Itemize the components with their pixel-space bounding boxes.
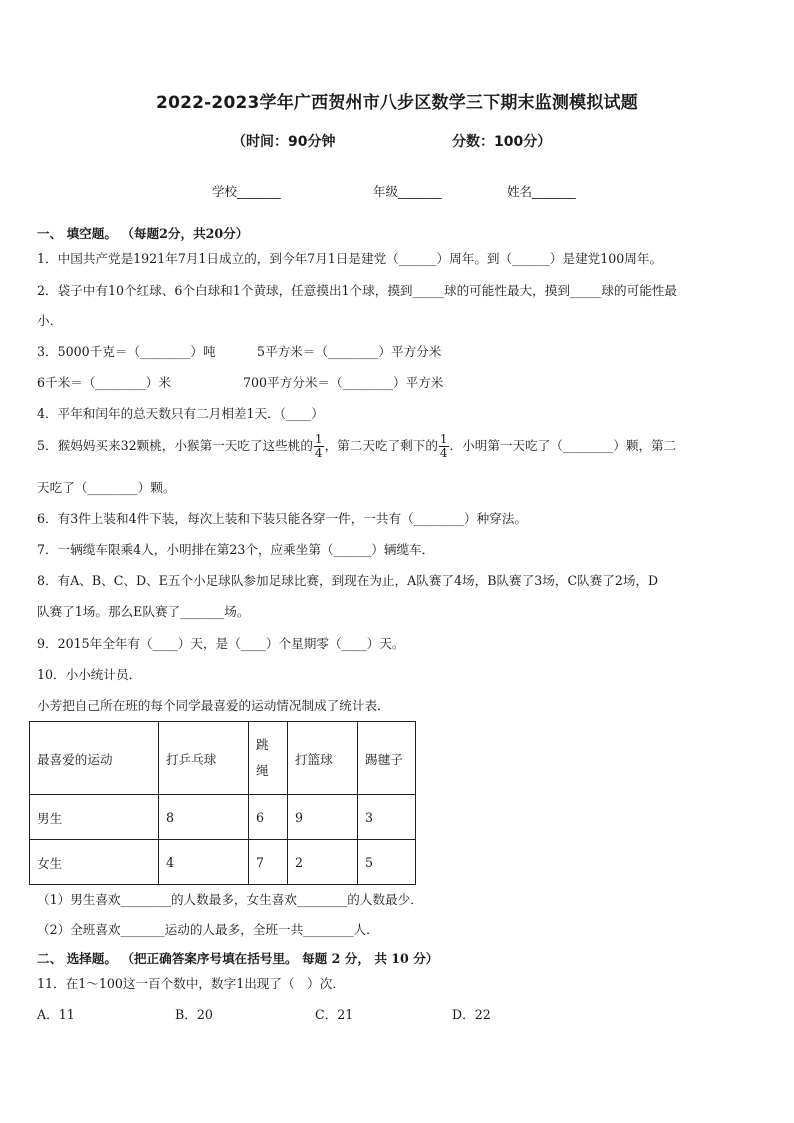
table-cell: 3 [358,795,416,840]
table-header-row [30,722,416,795]
table-cell: 9 [288,795,358,840]
school-field: 学校_______ [212,184,281,199]
question-6: 6．有3件上装和4件下装，每次上装和下装只能各穿一件，一共有（________）种穿法。 [37,511,528,526]
question-1: 1．中国共产党是1921年7月1日成立的，到今年7月1日是建党（______）周年。到（______）是建党100周年。 [37,251,663,266]
option-d: D．22 [452,1007,491,1022]
time-label: （时间：90分钟 [232,134,336,150]
question-3-part-3: 6千米＝（________）米 [37,375,171,390]
grade-field: 年级_______ [373,184,442,199]
question-2-line-1: 2．袋子中有10个红球、6个白球和1个黄球，任意摸出1个球，摸到_____球的可能性最大，摸到_____球的可能性最 [37,283,677,298]
sports-statistics-table [29,721,416,885]
option-c: C．21 [315,1007,354,1022]
page-title: 2022-2023学年广西贺州市八步区数学三下期末监测模拟试题 [156,93,638,113]
question-5-text-3: ．小明第一天吃了（________）颗，第二 [449,438,677,453]
question-10: 10．小小统计员． [37,667,142,682]
name-field: 姓名_______ [507,184,576,199]
section-1-heading: 一、 填空题。 （每题2分，共20分） [37,226,249,241]
table-cell: 8 [159,795,249,840]
table-cell: 7 [249,840,288,885]
question-3-part-1: 3．5000千克＝（________）吨 [37,344,216,359]
fraction-quarter-2 [439,433,449,460]
question-5-line-1 [37,433,676,460]
fraction-denominator: 4 [439,446,448,460]
option-a: A．11 [37,1007,75,1022]
fraction-denominator: 4 [314,446,323,460]
question-8-line-1: 8．有A、B、C、D、E五个小足球队参加足球比赛，到现在为止，A队赛了4场，B队赛了3场，C队赛了2场，D [37,573,659,588]
question-4: 4．平年和闰年的总天数只有二月相差1天．（____） [37,406,324,421]
table-cell: 2 [288,840,358,885]
table-header-cell: 最喜爱的运动 [30,722,159,795]
question-10-part-1: （1）男生喜欢________的人数最多，女生喜欢________的人数最少． [37,892,423,907]
table-cell: 6 [249,795,288,840]
table-header-cell: 打乒乓球 [159,722,249,795]
table-header-cell: 跳 绳 [249,722,288,795]
question-2-line-2: 小． [37,313,63,328]
question-10-part-2: （2）全班喜欢_______运动的人最多，全班一共________人． [37,922,379,937]
table-header-cell: 打篮球 [288,722,358,795]
question-5-line-2: 天吃了（________）颗。 [37,480,176,495]
table-cell: 男生 [30,795,159,840]
score-label: 分数：100分） [452,134,552,150]
question-9: 9．2015年全年有（____）天，是（____）个星期零（____）天。 [37,636,405,651]
table-row [30,840,416,885]
table-header-cell: 踢毽子 [358,722,416,795]
question-8-line-2: 队赛了1场。那么E队赛了_______场。 [37,604,250,619]
question-3-part-4: 700平方分米＝（________）平方米 [243,375,444,390]
option-b: B．20 [175,1007,213,1022]
fraction-numerator: 1 [314,432,323,446]
question-3-part-2: 5平方米＝（________）平方分米 [257,344,442,359]
table-row [30,795,416,840]
section-2-heading: 二、 选择题。 （把正确答案序号填在括号里。 每题 2 分， 共 10 分） [37,951,439,966]
question-7: 7．一辆缆车限乘4人，小明排在第23个，应乘坐第（______）辆缆车． [37,542,435,557]
fraction-quarter-1 [314,433,324,460]
table-cell: 5 [358,840,416,885]
question-10-description: 小芳把自己所在班的每个同学最喜爱的运动情况制成了统计表． [37,698,390,713]
question-5-text-2: ，第二天吃了剩下的 [324,438,438,453]
table-cell: 女生 [30,840,159,885]
table-cell: 4 [159,840,249,885]
question-11: 11．在1～100这一百个数中，数字1出现了（ ）次． [37,976,345,991]
fraction-numerator: 1 [439,432,448,446]
question-5-text-1: 5．猴妈妈买来32颗桃，小猴第一天吃了这些桃的 [37,438,313,453]
